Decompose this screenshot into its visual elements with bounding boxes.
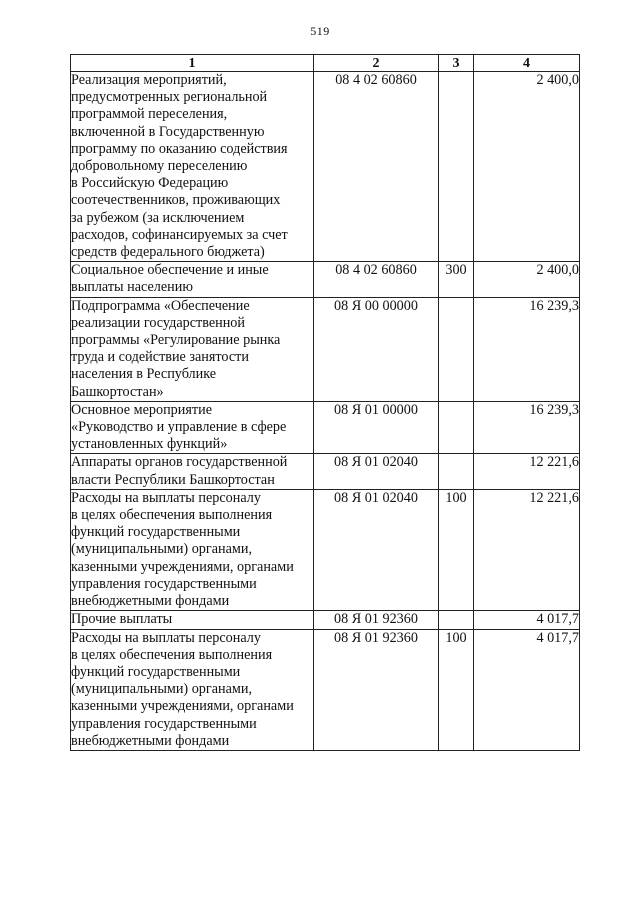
page-number: 519: [310, 24, 330, 38]
budget-code: 08 Я 01 02040: [314, 489, 439, 610]
row-description: [71, 72, 314, 262]
description-line: функций государственными: [71, 524, 241, 541]
budget-code: 08 4 02 60860: [314, 262, 439, 297]
description-line: программой переселения,: [71, 106, 228, 123]
row-description: [71, 489, 314, 610]
amount: 12 221,6: [474, 489, 580, 610]
description-line: (муниципальными) органами,: [71, 681, 253, 698]
description-line: в целях обеспечения выполнения: [71, 507, 273, 524]
header-col-1: 1: [71, 55, 314, 72]
table-row: [71, 454, 580, 489]
budget-code: 08 4 02 60860: [314, 72, 439, 262]
description-line: средств федерального бюджета): [71, 244, 265, 261]
description-line: программу по оказанию содействия: [71, 140, 288, 157]
description-line: Подпрограмма «Обеспечение: [71, 297, 250, 314]
description-line: Башкортостан»: [71, 383, 164, 400]
table-body: [71, 72, 580, 751]
description-line: труда и содействие занятости: [71, 349, 249, 366]
description-line: выплаты населению: [71, 279, 193, 296]
table-row: [71, 72, 580, 262]
header-col-2: 2: [314, 55, 439, 72]
table-row: [71, 401, 580, 454]
budget-table: [70, 54, 580, 751]
expense-type: [439, 454, 474, 489]
description-line: функций государственными: [71, 663, 241, 680]
budget-code: 08 Я 00 00000: [314, 297, 439, 401]
table-row: [71, 629, 580, 750]
expense-type: [439, 401, 474, 454]
row-description: [71, 262, 314, 297]
description-line: добровольному переселению: [71, 158, 248, 175]
row-description: [71, 401, 314, 454]
table-header-row: [71, 55, 580, 72]
description-line: Расходы на выплаты персоналу: [71, 489, 261, 506]
description-line: за рубежом (за исключением: [71, 209, 245, 226]
description-line: управления государственными: [71, 715, 257, 732]
description-line: реализации государственной: [71, 314, 245, 331]
description-line: соотечественников, проживающих: [71, 192, 281, 209]
row-description: [71, 629, 314, 750]
description-line: казенными учреждениями, органами: [71, 558, 294, 575]
description-line: Расходы на выплаты персоналу: [71, 629, 261, 646]
description-line: в целях обеспечения выполнения: [71, 646, 273, 663]
expense-type: [439, 611, 474, 629]
description-line: включенной в Государственную: [71, 123, 265, 140]
header-col-3: 3: [439, 55, 474, 72]
description-line: Реализация мероприятий,: [71, 72, 227, 88]
description-line: программы «Регулирование рынка: [71, 332, 281, 349]
amount: 16 239,3: [474, 401, 580, 454]
header-col-4: 4: [474, 55, 580, 72]
amount: 2 400,0: [474, 262, 580, 297]
table-row: [71, 297, 580, 401]
budget-code: 08 Я 01 00000: [314, 401, 439, 454]
table-row: [71, 611, 580, 629]
description-line: населения в Республике: [71, 366, 217, 383]
description-line: (муниципальными) органами,: [71, 541, 253, 558]
amount: 4 017,7: [474, 629, 580, 750]
row-description: [71, 454, 314, 489]
expense-type: 100: [439, 489, 474, 610]
row-description: [71, 297, 314, 401]
description-line: Прочие выплаты: [71, 611, 173, 628]
description-line: «Руководство и управление в сфере: [71, 419, 287, 436]
row-description: [71, 611, 314, 629]
amount: 2 400,0: [474, 72, 580, 262]
description-line: в Российскую Федерацию: [71, 175, 229, 192]
description-line: Социальное обеспечение и иные: [71, 262, 269, 279]
amount: 4 017,7: [474, 611, 580, 629]
description-line: Аппараты органов государственной: [71, 454, 288, 471]
table-row: [71, 489, 580, 610]
description-line: внебюджетными фондами: [71, 593, 230, 610]
description-line: предусмотренных региональной: [71, 89, 268, 106]
budget-code: 08 Я 01 02040: [314, 454, 439, 489]
description-line: внебюджетными фондами: [71, 732, 230, 749]
budget-code: 08 Я 01 92360: [314, 629, 439, 750]
description-line: установленных функций»: [71, 436, 228, 453]
expense-type: [439, 297, 474, 401]
amount: 12 221,6: [474, 454, 580, 489]
description-line: власти Республики Башкортостан: [71, 471, 275, 488]
budget-code: 08 Я 01 92360: [314, 611, 439, 629]
description-line: управления государственными: [71, 575, 257, 592]
description-line: казенными учреждениями, органами: [71, 698, 294, 715]
description-line: Основное мероприятие: [71, 401, 212, 418]
description-line: расходов, софинансируемых за счет: [71, 226, 288, 243]
table-row: [71, 262, 580, 297]
expense-type: [439, 72, 474, 262]
expense-type: 100: [439, 629, 474, 750]
amount: 16 239,3: [474, 297, 580, 401]
expense-type: 300: [439, 262, 474, 297]
